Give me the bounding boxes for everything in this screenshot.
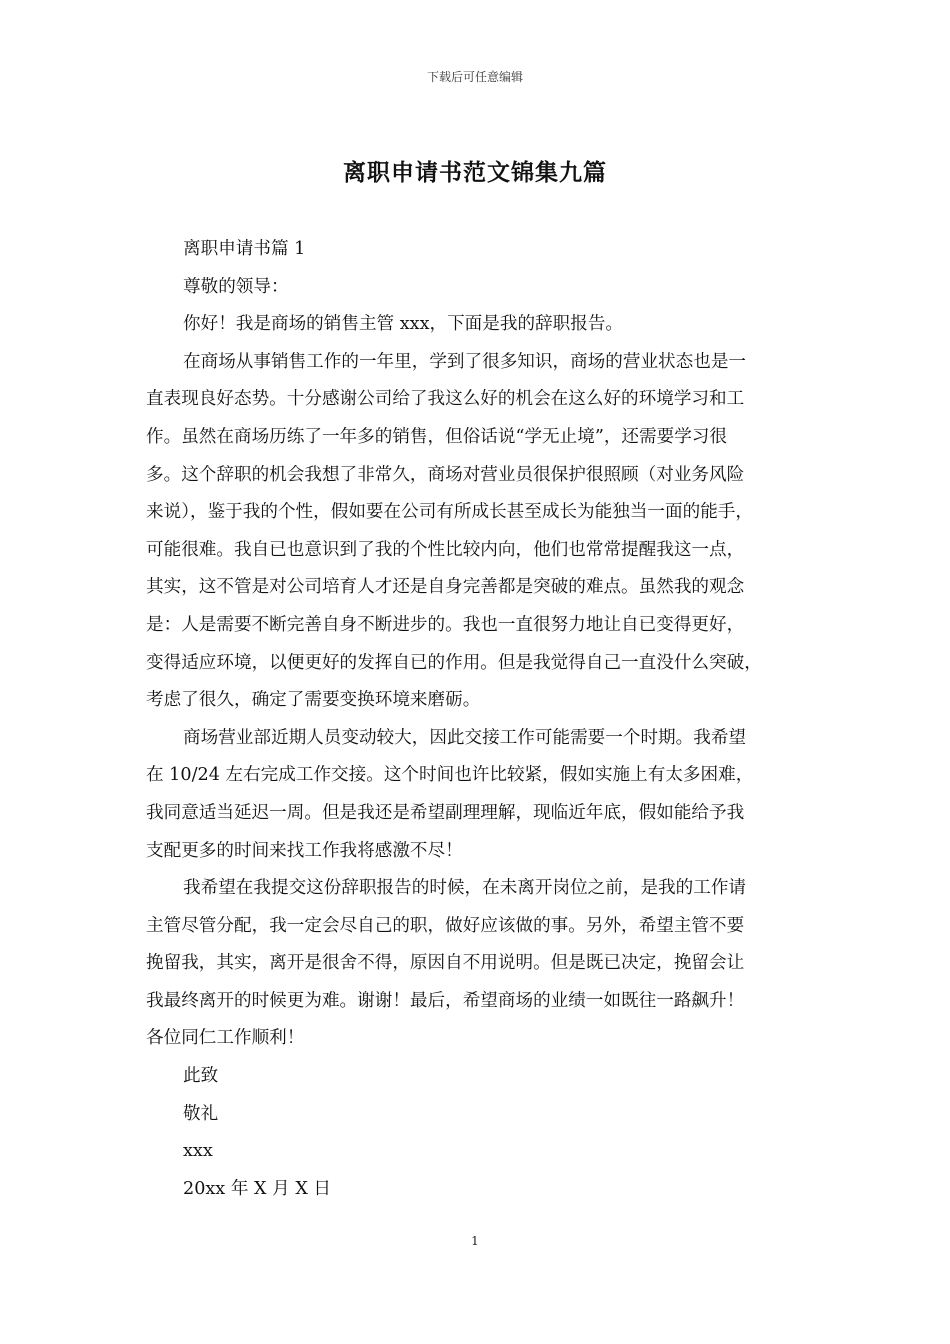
- paragraph-line: 作。虽然在商场历练了一年多的销售，但俗话说“学无止境”，还需要学习很: [146, 426, 727, 447]
- paragraph-line: 是：人是需要不断完善自身不断进步的。我也一直很努力地让自已变得更好，: [146, 614, 745, 635]
- paragraph-line: 各位同仁工作顺利！: [146, 1028, 305, 1049]
- paragraph-line: 直表现良好态势。十分感谢公司给了我这么好的机会在这么好的环境学习和工: [146, 389, 745, 410]
- paragraph-line: 商场营业部近期人员变动较大，因此交接工作可能需要一个时期。我希望: [183, 727, 747, 748]
- paragraph-line: 在商场从事销售工作的一年里，学到了很多知识，商场的营业状态也是一: [183, 351, 747, 372]
- signature: xxx: [183, 1141, 213, 1162]
- closing-line-2: 敬礼: [183, 1103, 219, 1124]
- section-heading: 离职申请书篇 1: [183, 239, 306, 259]
- letter-body: [146, 231, 818, 1208]
- paragraph-line: 考虑了很久，确定了需要变换环境来磨砺。: [146, 690, 481, 711]
- paragraph-line: 我最终离开的时候更为难。谢谢！最后，希望商场的业绩一如既往一路飙升！: [146, 990, 745, 1011]
- page-header-note: 下载后可任意编辑: [426, 70, 523, 84]
- paragraph-line: 主管尽管分配，我一定会尽自己的职，做好应该做的事。另外，希望主管不要: [146, 915, 745, 936]
- salutation: 尊敬的领导：: [183, 276, 289, 297]
- paragraph-1: [146, 344, 818, 720]
- page-number: 1: [471, 1234, 479, 1248]
- paragraph-line: 支配更多的时间来找工作我将感激不尽！: [146, 840, 463, 861]
- paragraph-line: 在 10/24 左右完成工作交接。这个时间也许比较紧，假如实施上有太多困难，: [146, 765, 754, 786]
- document-title: 离职申请书范文锦集九篇: [343, 159, 607, 186]
- greeting-line: 你好！我是商场的销售主管 xxx，下面是我的辞职报告。: [183, 314, 624, 335]
- paragraph-line: 我同意适当延迟一周。但是我还是希望副理理解，现临近年底，假如能给予我: [146, 802, 745, 823]
- paragraph-line: 来说），鉴于我的个性，假如要在公司有所成长甚至成长为能独当一面的能手，: [146, 502, 753, 523]
- paragraph-line: 变得适应环境，以便更好的发挥自已的作用。但是我觉得自己一直没什么突破，: [146, 652, 762, 673]
- letter-date: 20xx 年 X 月 X 日: [183, 1178, 332, 1199]
- paragraph-line: 挽留我，其实，离开是很舍不得，原因自不用说明。但是既已决定，挽留会让: [146, 953, 745, 974]
- paragraph-line: 其实，这不管是对公司培育人才还是自身完善都是突破的难点。虽然我的观念: [146, 577, 745, 598]
- paragraph-2: [146, 720, 818, 870]
- paragraph-line: 可能很难。我自已也意识到了我的个性比较内向，他们也常常提醒我这一点，: [146, 539, 745, 560]
- paragraph-line: 我希望在我提交这份辞职报告的时候，在未离开岗位之前，是我的工作请: [183, 878, 747, 899]
- paragraph-line: 多。这个辞职的机会我想了非常久，商场对营业员很保护很照顾（对业务风险: [146, 464, 745, 485]
- paragraph-3: [146, 870, 818, 1058]
- closing-line-1: 此致: [183, 1066, 219, 1087]
